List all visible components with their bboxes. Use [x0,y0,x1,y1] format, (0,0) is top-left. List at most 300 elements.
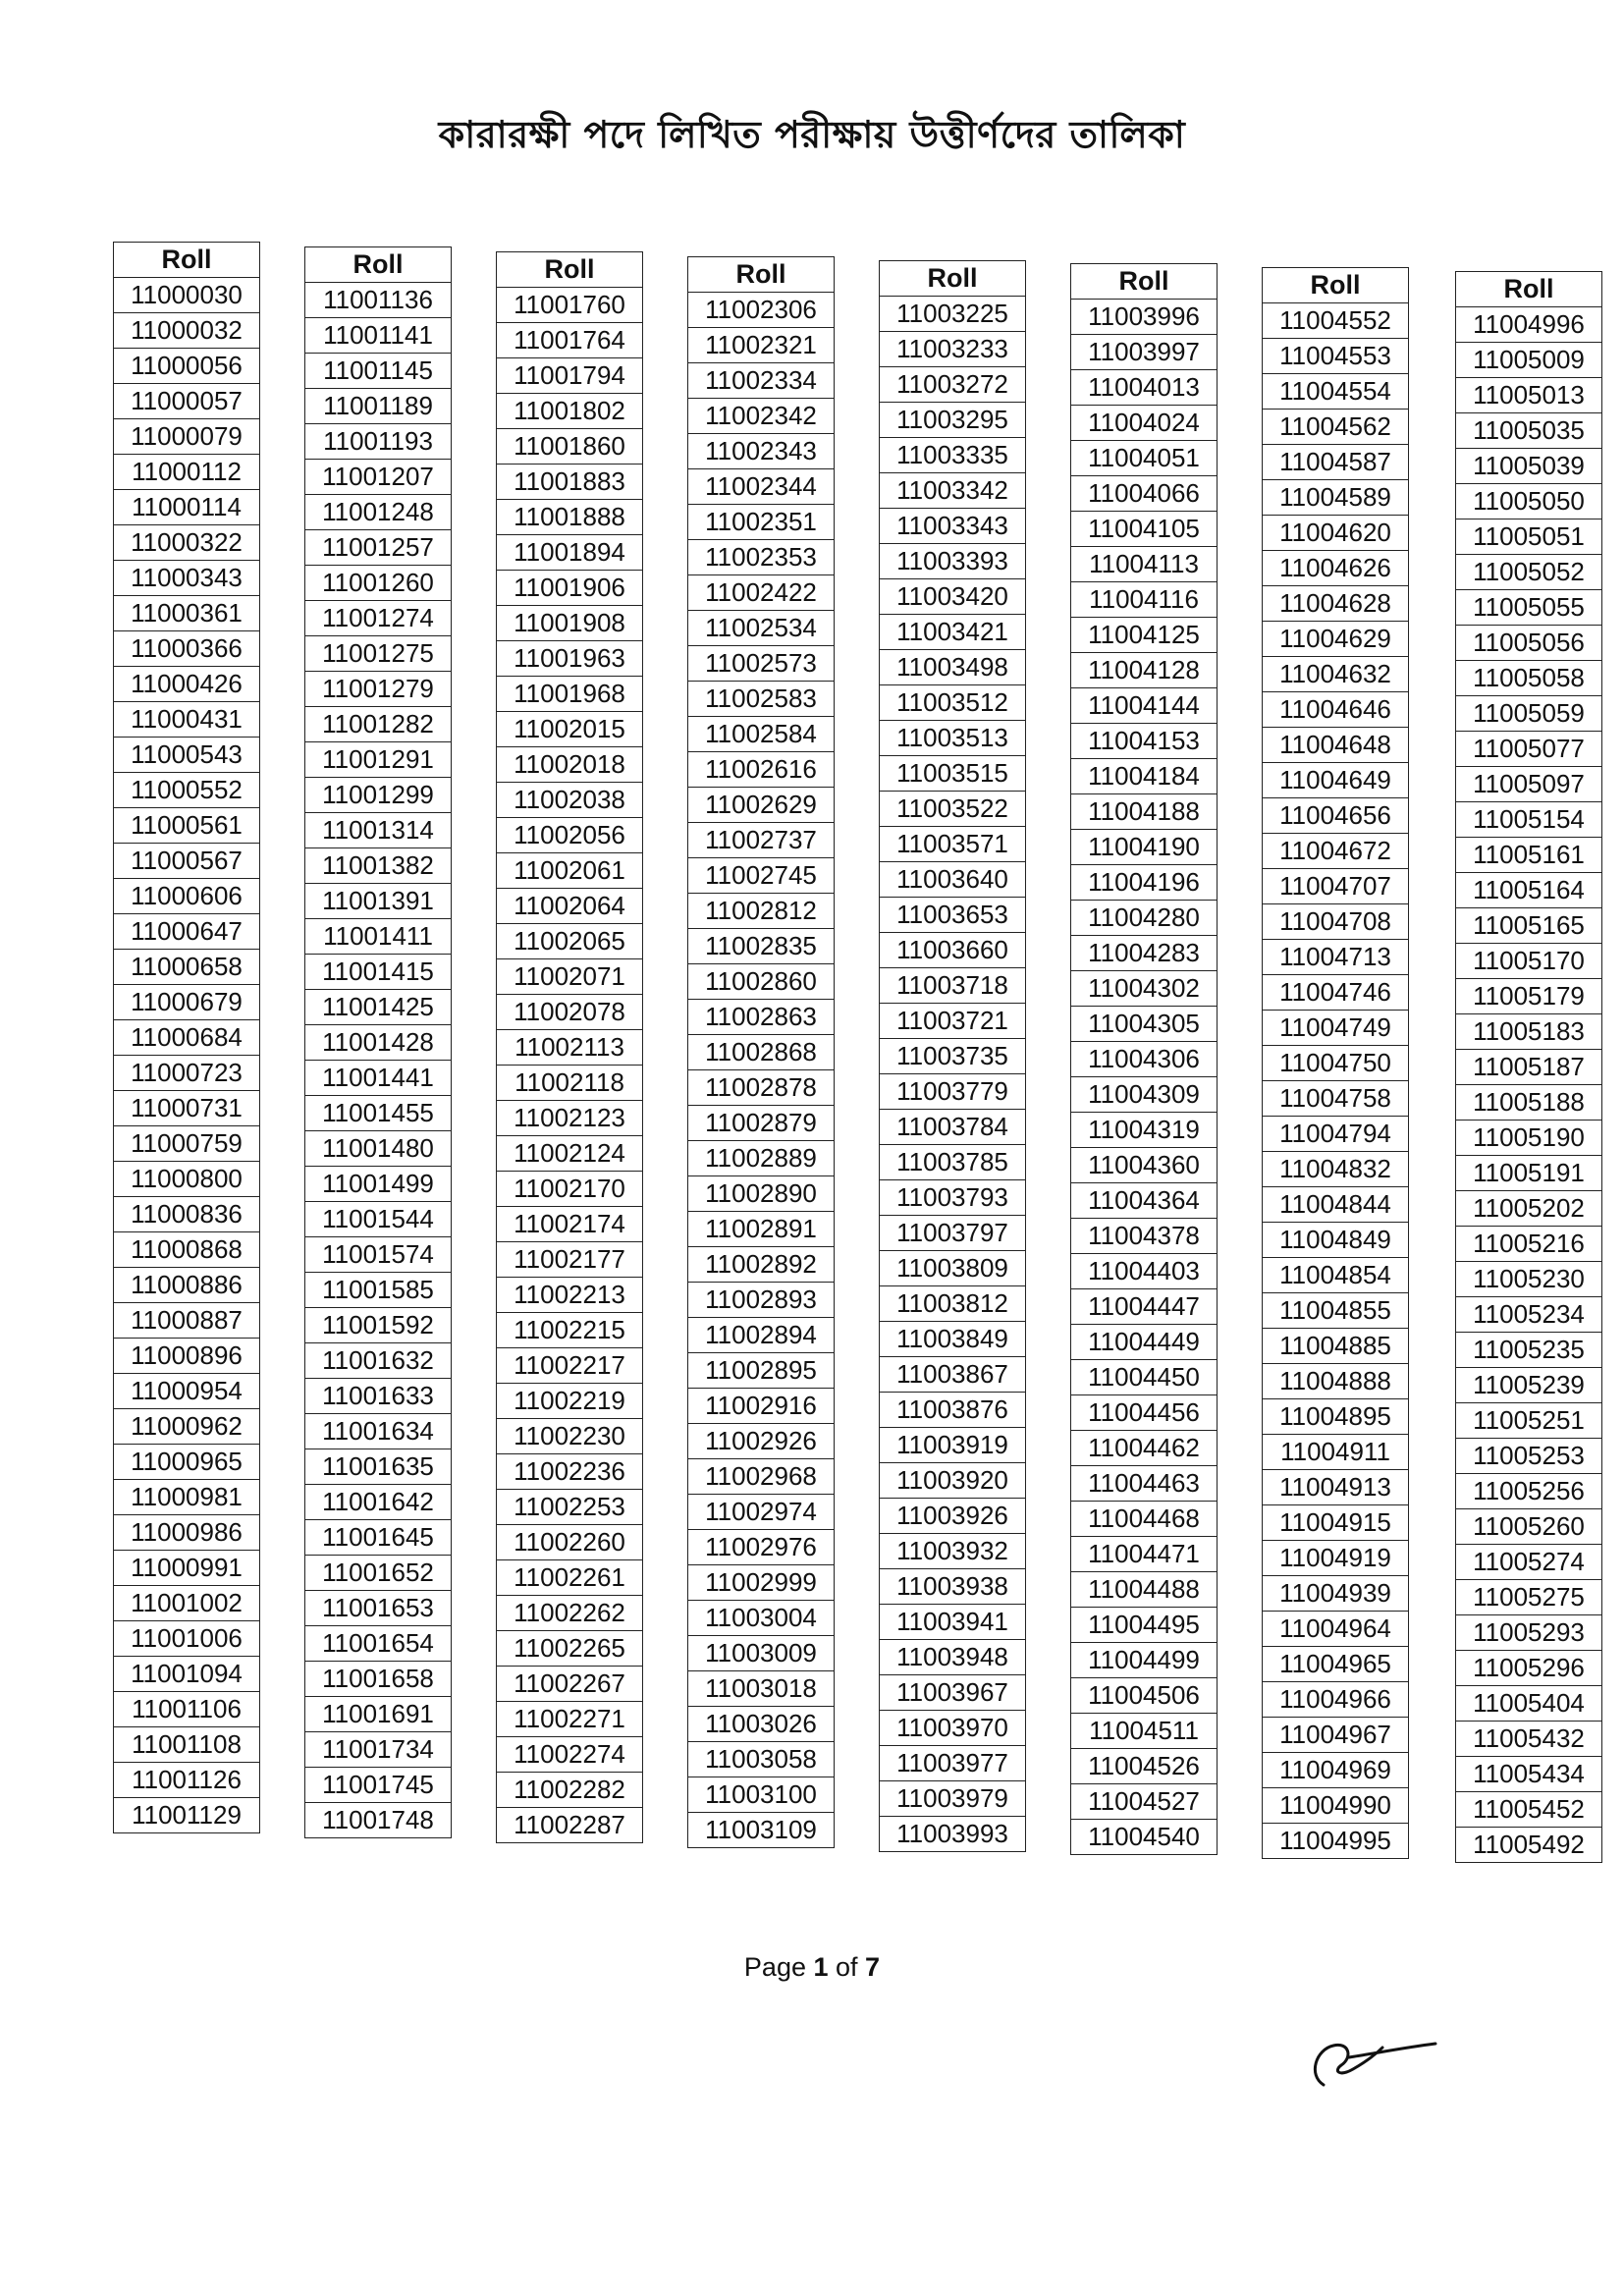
roll-number-cell: 11002253 [497,1490,643,1525]
roll-number-cell: 11001260 [305,566,452,601]
roll-number-cell: 11002353 [688,540,835,575]
table-row [1071,1714,1218,1749]
table-row [305,1025,452,1061]
roll-number-cell: 11002078 [497,995,643,1030]
roll-number-cell: 11004672 [1263,834,1409,869]
roll-number-cell: 11005154 [1456,802,1602,838]
roll-number-cell: 11002863 [688,1000,835,1035]
roll-number-cell: 11002334 [688,363,835,399]
roll-number-cell: 11004749 [1263,1011,1409,1046]
roll-number-cell: 11001658 [305,1662,452,1697]
roll-number-cell: 11003779 [880,1074,1026,1110]
roll-number-cell: 11003977 [880,1746,1026,1781]
table-row [1263,410,1409,445]
table-row [1456,1156,1602,1191]
table-row [1456,838,1602,873]
table-row [114,1586,260,1621]
table-row [1071,688,1218,724]
roll-number-cell: 11002260 [497,1525,643,1560]
table-row [114,1232,260,1268]
table-row [1071,1219,1218,1254]
table-row [1263,516,1409,551]
roll-number-cell: 11004527 [1071,1784,1218,1820]
roll-number-cell: 11001634 [305,1414,452,1449]
table-row [1071,971,1218,1007]
roll-number-cell: 11005187 [1456,1050,1602,1085]
table-row [1071,547,1218,582]
roll-number-cell: 11002267 [497,1667,643,1702]
table-row [1456,1509,1602,1545]
table-row [497,1242,643,1278]
roll-number-cell: 11001654 [305,1626,452,1662]
table-row [1456,802,1602,838]
roll-number-cell: 11001653 [305,1591,452,1626]
table-row [114,1126,260,1162]
table-row [305,742,452,778]
roll-number-cell: 11003272 [880,367,1026,403]
roll-number-cell: 11004911 [1263,1435,1409,1470]
roll-number-cell: 11001094 [114,1657,260,1692]
roll-number-cell: 11000836 [114,1197,260,1232]
roll-number-cell: 11005296 [1456,1651,1602,1686]
roll-number-cell: 11002890 [688,1176,835,1212]
roll-number-cell: 11000684 [114,1020,260,1056]
roll-column-header: Roll [114,243,260,278]
table-row [114,773,260,808]
table-row [1071,901,1218,936]
table-row [497,1808,643,1843]
table-row [1263,1647,1409,1682]
roll-column-header: Roll [1263,268,1409,303]
table-row [880,898,1026,933]
table-row [1456,1580,1602,1615]
roll-number-cell: 11002018 [497,747,643,783]
roll-number-cell: 11001908 [497,606,643,641]
table-row [1071,1502,1218,1537]
table-row [305,1343,452,1379]
roll-number-cell: 11004649 [1263,763,1409,798]
roll-number-cell: 11005188 [1456,1085,1602,1121]
roll-number-cell: 11003941 [880,1605,1026,1640]
roll-number-cell: 11005179 [1456,979,1602,1014]
roll-number-cell: 11000426 [114,667,260,702]
roll-number-cell: 11003876 [880,1393,1026,1428]
table-row [1263,339,1409,374]
table-row [880,1675,1026,1711]
roll-number-cell: 11004463 [1071,1466,1218,1502]
roll-number-cell: 11004196 [1071,865,1218,901]
roll-number-cell: 11000567 [114,844,260,879]
table-row [880,933,1026,968]
roll-number-cell: 11003018 [688,1671,835,1707]
roll-number-cell: 11005251 [1456,1403,1602,1439]
table-row [688,858,835,894]
table-row [1456,343,1602,378]
roll-number-cell: 11002219 [497,1384,643,1419]
roll-number-cell: 11004620 [1263,516,1409,551]
table-row [880,1004,1026,1039]
table-row [1071,936,1218,971]
table-row [688,434,835,469]
roll-number-cell: 11000647 [114,914,260,950]
table-row [1456,1368,1602,1403]
table-row [1456,1651,1602,1686]
table-row [1263,586,1409,622]
table-row [497,1773,643,1808]
roll-number-cell: 11000986 [114,1515,260,1551]
table-row [1071,582,1218,618]
table-row [497,1101,643,1136]
table-row [688,1283,835,1318]
roll-number-cell: 11005202 [1456,1191,1602,1227]
table-row [305,1273,452,1308]
table-row [1071,1360,1218,1395]
table-row [1263,1824,1409,1859]
table-row [688,1565,835,1601]
roll-number-cell: 11003867 [880,1357,1026,1393]
table-row [497,1631,643,1667]
roll-number-cell: 11001425 [305,990,452,1025]
table-row [305,318,452,354]
table-row [305,460,452,495]
roll-number-cell: 11002344 [688,469,835,505]
roll-number-cell: 11005013 [1456,378,1602,413]
table-row [1456,378,1602,413]
roll-number-cell: 11005434 [1456,1757,1602,1792]
roll-number-cell: 11001299 [305,778,452,813]
roll-number-cell: 11002321 [688,328,835,363]
roll-number-cell: 11001411 [305,919,452,955]
roll-number-cell: 11001794 [497,358,643,394]
table-row [1263,1152,1409,1187]
roll-number-cell: 11005170 [1456,944,1602,979]
roll-number-cell: 11003948 [880,1640,1026,1675]
roll-number-cell: 11004990 [1263,1788,1409,1824]
roll-number-cell: 11005191 [1456,1156,1602,1191]
roll-number-cell: 11004849 [1263,1223,1409,1258]
table-row [1263,657,1409,692]
roll-table-5 [879,260,1026,1852]
table-row [1456,1828,1602,1863]
table-row [1263,1541,1409,1576]
table-row [114,384,260,419]
table-row [497,1172,643,1207]
roll-number-cell: 11004995 [1263,1824,1409,1859]
table-row [114,738,260,773]
roll-number-cell: 11003009 [688,1636,835,1671]
roll-number-cell: 11005432 [1456,1722,1602,1757]
table-row [688,1742,835,1777]
table-row [688,540,835,575]
roll-number-cell: 11002343 [688,434,835,469]
roll-number-cell: 11005035 [1456,413,1602,449]
roll-number-cell: 11001382 [305,848,452,884]
signature-mark [1306,2028,1443,2097]
table-row [880,403,1026,438]
table-row [880,1605,1026,1640]
roll-number-cell: 11002274 [497,1737,643,1773]
table-row [880,332,1026,367]
table-row [114,1515,260,1551]
table-row [880,1569,1026,1605]
table-row [1263,975,1409,1011]
roll-number-cell: 11005293 [1456,1615,1602,1651]
roll-number-cell: 11005165 [1456,908,1602,944]
table-row [114,808,260,844]
table-row [305,424,452,460]
table-row [1263,798,1409,834]
roll-number-cell: 11003932 [880,1534,1026,1569]
table-row [1263,1576,1409,1612]
table-row [305,1626,452,1662]
roll-number-cell: 11004309 [1071,1077,1218,1113]
table-row [880,367,1026,403]
roll-table-2 [304,246,452,1838]
table-row [114,702,260,738]
table-row [305,990,452,1025]
roll-number-cell: 11004024 [1071,406,1218,441]
table-row [305,1379,452,1414]
roll-number-cell: 11004495 [1071,1608,1218,1643]
roll-number-cell: 11002230 [497,1419,643,1454]
page-title: কারারক্ষী পদে লিখিত পরীক্ষায় উত্তীর্ণদের তালিকা [438,113,1186,156]
roll-number-cell: 11000543 [114,738,260,773]
roll-table-6 [1070,263,1218,1855]
roll-number-cell: 11001691 [305,1697,452,1732]
table-row [880,1711,1026,1746]
roll-number-cell: 11000868 [114,1232,260,1268]
table-row [688,894,835,929]
table-row [305,1131,452,1167]
table-row [114,596,260,631]
table-row [114,1727,260,1763]
table-row [1456,1297,1602,1333]
roll-number-cell: 11002177 [497,1242,643,1278]
roll-number-cell: 11003997 [1071,335,1218,370]
table-row [880,615,1026,650]
roll-number-cell: 11004707 [1263,869,1409,904]
roll-number-cell: 11000079 [114,419,260,455]
roll-number-cell: 11004967 [1263,1718,1409,1753]
roll-number-cell: 11001802 [497,394,643,429]
table-row [497,924,643,959]
table-row [880,1817,1026,1852]
roll-number-cell: 11004471 [1071,1537,1218,1572]
table-row [688,1070,835,1106]
table-row [114,1763,260,1798]
roll-number-cell: 11000731 [114,1091,260,1126]
roll-number-cell: 11000759 [114,1126,260,1162]
table-row [688,293,835,328]
roll-number-cell: 11002629 [688,788,835,823]
table-row [305,919,452,955]
roll-number-cell: 11004468 [1071,1502,1218,1537]
roll-number-cell: 11001428 [305,1025,452,1061]
table-row [114,1197,260,1232]
roll-number-cell: 11001455 [305,1096,452,1131]
table-row [688,1530,835,1565]
table-row [497,1525,643,1560]
roll-number-cell: 11003498 [880,650,1026,685]
table-row [114,1091,260,1126]
roll-number-cell: 11004013 [1071,370,1218,406]
roll-number-cell: 11002123 [497,1101,643,1136]
roll-number-cell: 11004628 [1263,586,1409,622]
roll-number-cell: 11004832 [1263,1152,1409,1187]
roll-number-cell: 11000366 [114,631,260,667]
roll-number-cell: 11002879 [688,1106,835,1141]
table-row [1456,484,1602,519]
roll-number-cell: 11000658 [114,950,260,985]
roll-number-cell: 11004844 [1263,1187,1409,1223]
roll-number-cell: 11005275 [1456,1580,1602,1615]
table-row [305,1061,452,1096]
table-row [114,490,260,525]
roll-number-cell: 11001480 [305,1131,452,1167]
table-row [497,677,643,712]
roll-number-cell: 11003812 [880,1286,1026,1322]
roll-number-cell: 11003335 [880,438,1026,473]
table-row [880,579,1026,615]
roll-number-cell: 11005077 [1456,732,1602,767]
roll-number-cell: 11003233 [880,332,1026,367]
table-row [1456,1050,1602,1085]
table-row [688,1813,835,1848]
table-row [305,672,452,707]
table-row [1263,1117,1409,1152]
table-row [114,1056,260,1091]
roll-number-cell: 11000991 [114,1551,260,1586]
roll-number-cell: 11001633 [305,1379,452,1414]
table-row [688,1424,835,1459]
roll-number-cell: 11002287 [497,1808,643,1843]
table-row [688,929,835,964]
roll-number-cell: 11002124 [497,1136,643,1172]
table-row [114,1162,260,1197]
table-row [880,1322,1026,1357]
roll-number-cell: 11000954 [114,1374,260,1409]
table-row [114,914,260,950]
roll-number-cell: 11001248 [305,495,452,530]
roll-number-cell: 11004447 [1071,1289,1218,1325]
table-row [114,1268,260,1303]
roll-number-cell: 11005274 [1456,1545,1602,1580]
roll-number-cell: 11001883 [497,465,643,500]
table-row [305,601,452,636]
table-row [497,1384,643,1419]
table-row [880,1251,1026,1286]
table-row [305,1697,452,1732]
roll-number-cell: 11000887 [114,1303,260,1339]
table-row [305,530,452,566]
table-row [305,707,452,742]
table-row [688,752,835,788]
table-row [688,363,835,399]
table-row [305,1803,452,1838]
roll-number-cell: 11004758 [1263,1081,1409,1117]
roll-number-cell: 11004885 [1263,1329,1409,1364]
table-row [880,1039,1026,1074]
roll-number-cell: 11001734 [305,1732,452,1768]
roll-number-cell: 11004302 [1071,971,1218,1007]
table-row [880,1216,1026,1251]
roll-number-cell: 11005183 [1456,1014,1602,1050]
table-row [1456,555,1602,590]
roll-number-cell: 11000606 [114,879,260,914]
roll-number-cell: 11003512 [880,685,1026,721]
roll-number-cell: 11002926 [688,1424,835,1459]
roll-number-cell: 11002889 [688,1141,835,1176]
roll-number-cell: 11004184 [1071,759,1218,794]
table-row [497,1066,643,1101]
roll-number-cell: 11004128 [1071,653,1218,688]
table-row [880,721,1026,756]
roll-number-cell: 11004066 [1071,476,1218,512]
roll-number-cell: 11001415 [305,955,452,990]
table-row [305,636,452,672]
table-row [1456,979,1602,1014]
roll-number-cell: 11001645 [305,1520,452,1556]
roll-number-cell: 11003849 [880,1322,1026,1357]
roll-number-cell: 11003421 [880,615,1026,650]
roll-number-cell: 11002118 [497,1066,643,1101]
table-row [1071,1325,1218,1360]
roll-number-cell: 11005009 [1456,343,1602,378]
table-row [114,844,260,879]
roll-number-cell: 11003735 [880,1039,1026,1074]
roll-number-cell: 11003785 [880,1145,1026,1180]
roll-number-cell: 11000800 [114,1162,260,1197]
table-row [305,389,452,424]
roll-table-1 [113,242,260,1833]
roll-number-cell: 11003919 [880,1428,1026,1463]
roll-number-cell: 11004105 [1071,512,1218,547]
roll-number-cell: 11003058 [688,1742,835,1777]
table-row [114,1551,260,1586]
table-row [305,848,452,884]
table-row [688,1318,835,1353]
roll-number-cell: 11000981 [114,1480,260,1515]
roll-number-cell: 11001145 [305,354,452,389]
table-row [1263,1435,1409,1470]
table-row [497,1490,643,1525]
table-row [1263,1612,1409,1647]
table-row [114,1798,260,1833]
table-row [688,1601,835,1636]
roll-number-cell: 11001748 [305,1803,452,1838]
roll-number-cell: 11000431 [114,702,260,738]
table-row [497,465,643,500]
table-row [1071,1784,1218,1820]
table-row [1263,303,1409,339]
roll-number-cell: 11002892 [688,1247,835,1283]
roll-number-cell: 11001207 [305,460,452,495]
table-row [688,1176,835,1212]
roll-number-cell: 11005492 [1456,1828,1602,1863]
table-row [1071,724,1218,759]
table-row [1263,1329,1409,1364]
roll-number-cell: 11001592 [305,1308,452,1343]
roll-number-cell: 11003571 [880,827,1026,862]
roll-number-cell: 11004632 [1263,657,1409,692]
roll-number-cell: 11001314 [305,813,452,848]
roll-number-cell: 11001136 [305,283,452,318]
roll-number-cell: 11004648 [1263,728,1409,763]
table-row [688,1636,835,1671]
table-row [305,1096,452,1131]
page-number [0,1952,1624,1983]
table-row [497,358,643,394]
